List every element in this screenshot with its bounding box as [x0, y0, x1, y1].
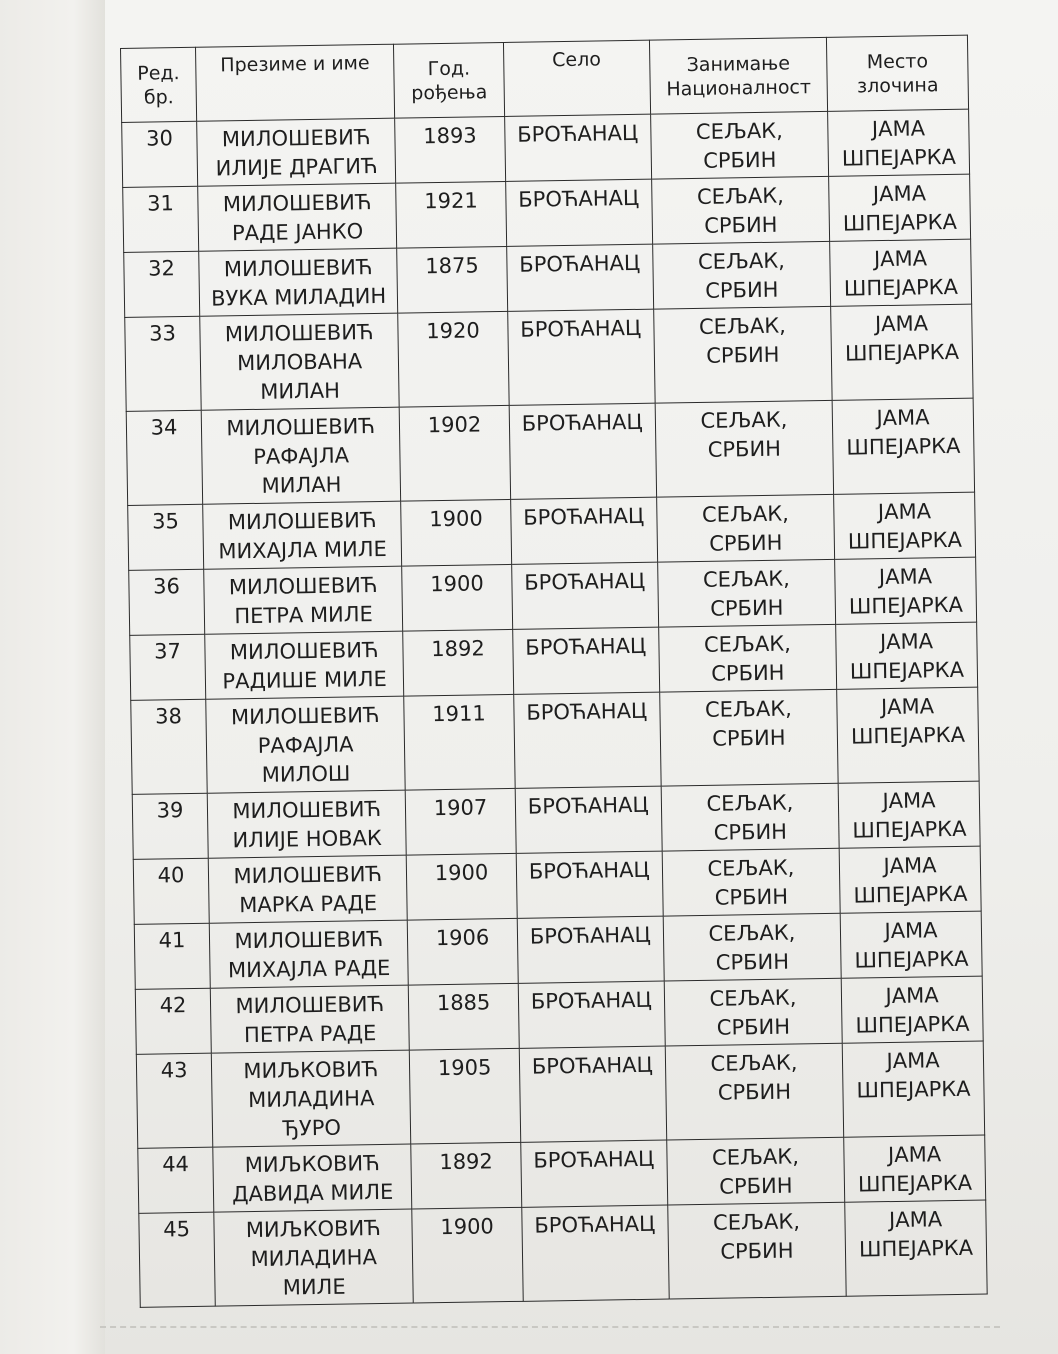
name-line: МИЛОШЕВИЋ [224, 320, 374, 347]
birth-year-cell [398, 311, 509, 407]
village-cell [516, 851, 663, 918]
name-line: ДАВИДА МИЛЕ [231, 1179, 394, 1207]
row-number: 39 [156, 798, 184, 823]
place-line: ШПЕЈАРКА [843, 274, 959, 301]
occupation-line: СРБИН [717, 1079, 792, 1105]
village: БРОЋАНАЦ [521, 409, 643, 436]
occupation-cell [664, 978, 842, 1046]
village-cell [509, 403, 656, 499]
row-number: 40 [157, 863, 185, 888]
name-cell [203, 501, 402, 569]
occupation-cell [661, 783, 839, 851]
table-row [131, 687, 979, 794]
birth-year-cell [397, 246, 508, 313]
row-number-cell [132, 793, 208, 859]
village: БРОЋАНАЦ [529, 922, 651, 949]
name-line: МИЛАДИНА [247, 1086, 375, 1113]
name-line: ИЛИЈЕ НОВАК [232, 825, 382, 853]
name-cell [197, 118, 396, 186]
row-number: 42 [159, 993, 187, 1018]
village: БРОЋАНАЦ [518, 185, 640, 212]
occupation-line: СРБИН [714, 884, 789, 910]
occupation-line: СРБИН [710, 595, 784, 621]
occupation-line: СЕЉАК, [695, 118, 783, 144]
birth-year-cell [405, 788, 516, 855]
village-cell [512, 627, 659, 694]
birth-year: 1905 [437, 1055, 492, 1081]
row-number-cell [139, 1212, 216, 1307]
table-header-row [121, 35, 969, 122]
occupation-line: СЕЉАК, [704, 696, 793, 722]
place-line: ЈАМА [883, 853, 937, 879]
occupation-line: СЕЉАК, [700, 407, 788, 433]
place-cell [828, 109, 970, 176]
row-number: 44 [162, 1152, 190, 1177]
name-cell [210, 985, 409, 1053]
row-number-cell [124, 251, 200, 317]
row-number: 43 [160, 1058, 188, 1083]
birth-year: 1900 [434, 860, 489, 886]
place-line: ШПЕЈАРКА [847, 527, 963, 554]
occupation-line: СЕЉАК, [709, 985, 797, 1011]
name-cell [213, 1144, 412, 1212]
name-line: МИЛОШЕВИЋ [223, 255, 373, 282]
row-number: 33 [148, 321, 177, 346]
occupation-line: СЕЉАК, [698, 313, 787, 339]
row-number-cell [122, 121, 198, 187]
occupation-line: СРБИН [712, 725, 786, 751]
name-cell [204, 566, 403, 634]
table-body [122, 109, 988, 1307]
birth-year: 1900 [440, 1214, 495, 1240]
occupation-line: СРБИН [713, 819, 788, 845]
place-cell [832, 398, 974, 494]
occupation-cell [658, 624, 836, 692]
village: БРОЋАНАЦ [524, 568, 646, 595]
name-line: МИЛОШЕВИЋ [229, 638, 379, 665]
victims-table [120, 35, 988, 1308]
place-cell [845, 1200, 987, 1296]
village-cell [511, 562, 658, 629]
previous-page-edge [0, 0, 105, 1354]
name-line: МИЛОШЕВИЋ [227, 508, 377, 535]
village-cell [519, 1046, 666, 1142]
name-line: ЂУРО [282, 1115, 342, 1141]
table-row [136, 1041, 984, 1148]
place-cell [830, 239, 972, 306]
row-number-cell [134, 923, 210, 989]
name-cell [208, 855, 407, 923]
row-number-cell [138, 1147, 214, 1213]
name-line: МИЉКОВИЋ [243, 1057, 379, 1084]
row-number-cell [135, 988, 211, 1054]
place-line: ШПЕЈАРКА [848, 592, 964, 619]
occupation-line: СРБИН [709, 530, 783, 556]
place-cell [840, 911, 982, 978]
place-line: ЈАМА [884, 918, 938, 944]
occupation-line: СРБИН [707, 436, 782, 462]
village: БРОЋАНАЦ [527, 792, 649, 819]
occupation-cell [656, 494, 834, 562]
occupation-line: СЕЉАК, [703, 631, 792, 657]
row-number: 45 [163, 1217, 191, 1242]
birth-year: 1875 [425, 253, 479, 279]
header-year-line-1: Год. [427, 57, 471, 80]
birth-year: 1907 [433, 795, 488, 821]
birth-year-cell [399, 405, 510, 501]
birth-year: 1921 [424, 188, 478, 214]
row-number: 41 [158, 928, 186, 953]
village-cell [517, 916, 664, 983]
place-line: ЈАМА [874, 311, 929, 337]
name-line: МИЉКОВИЋ [245, 1216, 381, 1243]
name-line: ВУКА МИЛАДИН [210, 283, 387, 311]
name-line: ПЕТРА МИЛЕ [234, 602, 374, 629]
occupation-cell [662, 848, 840, 916]
name-cell [205, 631, 404, 699]
row-number-cell [130, 634, 206, 700]
name-line: РАФАЈЛА [253, 443, 350, 469]
place-line: ШПЕЈАРКА [855, 1011, 970, 1038]
place-line: ЈАМА [871, 116, 926, 142]
row-number: 31 [146, 191, 175, 216]
birth-year-cell [411, 1142, 522, 1209]
name-line: МИЛОШЕВИЋ [233, 861, 383, 889]
name-line: МИХАЈЛА МИЛЕ [218, 536, 388, 564]
name-cell [211, 1050, 411, 1147]
place-cell [834, 492, 976, 559]
header-village [503, 40, 650, 116]
row-number-cell [123, 186, 199, 252]
name-line: МИЛАН [260, 378, 341, 404]
name-line: МИЛЕ [282, 1274, 346, 1300]
name-line: МИЛОШЕВИЋ [222, 190, 372, 217]
birth-year-cell [404, 694, 515, 790]
occupation-line: СРБИН [720, 1238, 794, 1264]
village-cell [505, 179, 652, 246]
name-cell [214, 1209, 414, 1306]
name-line: МИЛОШЕВИЋ [221, 125, 371, 152]
occupation-line: СЕЉАК, [697, 248, 786, 274]
name-line: МАРКА РАДЕ [239, 891, 378, 918]
header-name [196, 44, 395, 121]
birth-year: 1920 [426, 318, 480, 344]
place-line: ЈАМА [882, 788, 936, 814]
village: БРОЋАНАЦ [525, 633, 647, 660]
place-line: ЈАМА [877, 499, 932, 525]
occupation-cell [652, 241, 830, 309]
place-line: ЈАМА [876, 405, 930, 431]
name-cell [199, 248, 398, 316]
birth-year: 1900 [429, 506, 483, 532]
occupation-line: СРБИН [704, 212, 778, 238]
occupation-cell [653, 306, 832, 403]
occupation-cell [663, 913, 841, 981]
place-line: ШПЕЈАРКА [856, 1076, 971, 1103]
village: БРОЋАНАЦ [517, 120, 639, 147]
name-line: МИЉКОВИЋ [244, 1151, 380, 1178]
place-cell [837, 687, 979, 783]
birth-year: 1902 [427, 412, 482, 438]
place-line: ЈАМА [888, 1207, 943, 1233]
name-line: МИЛОШ [261, 761, 351, 787]
header-number-line-2: бр. [143, 85, 174, 109]
name-cell [206, 696, 406, 793]
row-number: 35 [151, 509, 180, 534]
village: БРОЋАНАЦ [531, 1052, 654, 1079]
header-occupation-line-2: Националност [666, 75, 812, 100]
place-line: ЈАМА [872, 181, 927, 207]
village-cell [506, 244, 653, 311]
row-number-cell [128, 504, 204, 570]
header-place-line-2: злочина [856, 73, 939, 97]
village-cell [513, 692, 660, 788]
place-cell [836, 622, 978, 689]
row-number: 38 [154, 704, 183, 729]
occupation-cell [651, 176, 829, 244]
name-cell [201, 407, 401, 504]
row-number: 37 [153, 639, 182, 664]
birth-year: 1906 [435, 925, 490, 951]
occupation-line: СЕЉАК, [702, 566, 791, 592]
header-place [827, 35, 969, 111]
header-village-line-1: Село [552, 48, 602, 72]
occupation-line: СРБИН [703, 147, 777, 173]
row-number-cell [126, 410, 203, 505]
village: БРОЋАНАЦ [534, 1211, 656, 1238]
birth-year-cell [396, 181, 507, 248]
place-line: ШПЕЈАРКА [857, 1170, 973, 1197]
place-cell [835, 557, 977, 624]
table-row [125, 304, 973, 411]
header-number [121, 47, 197, 122]
occupation-line: СЕЉАК, [696, 183, 784, 209]
name-line: ИЛИЈЕ ДРАГИЋ [215, 153, 378, 181]
place-cell [844, 1135, 986, 1202]
place-line: ШПЕЈАРКА [858, 1235, 974, 1262]
name-line: МИЛАН [261, 472, 342, 498]
row-number-cell [129, 569, 205, 635]
occupation-line: СЕЉАК, [708, 920, 796, 946]
name-cell [209, 920, 408, 988]
birth-year: 1892 [439, 1149, 493, 1175]
place-line: ЈАМА [880, 694, 935, 720]
village-cell [518, 981, 665, 1048]
village: БРОЋАНАЦ [528, 857, 650, 884]
row-number-cell [125, 316, 202, 411]
occupation-line: СЕЉАК, [706, 790, 794, 816]
header-place-line-1: Место [866, 49, 929, 73]
birth-year-cell [406, 853, 517, 920]
name-line: ПЕТРА РАДЕ [243, 1021, 377, 1048]
place-line: ШПЕЈАРКА [854, 946, 969, 973]
name-line: МИХАЈЛА РАДЕ [227, 955, 391, 983]
header-occupation [649, 37, 827, 114]
birth-year: 1885 [436, 990, 491, 1016]
place-line: ЈАМА [885, 983, 939, 1009]
birth-year-cell [395, 116, 506, 183]
occupation-line: СЕЉАК, [712, 1209, 801, 1235]
header-year-line-2: рођења [411, 80, 488, 104]
village-cell [522, 1205, 669, 1301]
place-line: ШПЕЈАРКА [850, 722, 966, 749]
name-line: МИЛОШЕВИЋ [235, 991, 385, 1019]
birth-year-cell [412, 1207, 523, 1303]
name-line: МИЛОШЕВИЋ [232, 796, 382, 824]
village: БРОЋАНАЦ [520, 315, 642, 342]
occupation-cell [650, 111, 828, 179]
occupation-line: СЕЉАК, [710, 1050, 798, 1076]
place-line: ШПЕЈАРКА [853, 881, 968, 908]
occupation-line: СРБИН [716, 1014, 791, 1040]
place-line: ЈАМА [873, 246, 928, 272]
occupation-line: СЕЉАК, [711, 1144, 800, 1170]
village: БРОЋАНАЦ [533, 1146, 655, 1173]
occupation-line: СРБИН [705, 277, 779, 303]
place-cell [839, 846, 981, 913]
name-line: РАФАЈЛА [257, 732, 354, 758]
row-number-cell [136, 1053, 213, 1148]
occupation-line: СЕЉАК, [707, 855, 795, 881]
name-line: МИЛАДИНА [250, 1245, 378, 1272]
place-line: ЈАМА [887, 1142, 942, 1168]
place-cell [829, 174, 971, 241]
place-line: ШПЕЈАРКА [841, 144, 957, 171]
name-line: МИЛОШЕВИЋ [228, 573, 378, 600]
village: БРОЋАНАЦ [530, 987, 652, 1014]
header-number-line-1: Ред. [137, 61, 180, 85]
occupation-line: СРБИН [719, 1173, 793, 1199]
header-occupation-line-1: Занимање [686, 51, 791, 76]
header-year [394, 42, 505, 118]
village: БРОЋАНАЦ [519, 250, 641, 277]
place-cell [842, 1041, 984, 1137]
place-line: ЈАМА [886, 1048, 940, 1074]
place-line: ШПЕЈАРКА [852, 816, 967, 843]
place-line: ЈАМА [879, 629, 934, 655]
place-cell [841, 976, 983, 1043]
row-number-cell [131, 699, 208, 794]
occupation-cell [668, 1202, 847, 1299]
birth-year-cell [410, 1048, 521, 1144]
place-cell [831, 304, 973, 400]
name-line: МИЛОШЕВИЋ [234, 926, 384, 954]
name-line: РАДИШЕ МИЛЕ [222, 666, 388, 694]
village-cell [515, 786, 662, 853]
name-cell [200, 313, 400, 410]
occupation-line: СРБИН [706, 342, 780, 368]
occupation-cell [655, 400, 834, 497]
row-number: 36 [152, 574, 181, 599]
victims-table-container [120, 35, 987, 1300]
occupation-line: СРБИН [711, 660, 785, 686]
village-cell [504, 114, 651, 181]
birth-year-cell [403, 629, 514, 696]
row-number: 34 [150, 415, 178, 440]
name-line: МИЛОШЕВИЋ [226, 414, 376, 441]
birth-year-cell [408, 918, 519, 985]
birth-year: 1892 [431, 636, 485, 662]
row-number: 32 [147, 256, 176, 281]
birth-year-cell [402, 564, 513, 631]
page-bottom-edge [100, 1326, 1000, 1328]
place-line: ШПЕЈАРКА [842, 209, 958, 236]
name-line: РАДЕ ЈАНКО [231, 219, 364, 246]
village-cell [507, 309, 654, 405]
place-cell [838, 781, 980, 848]
birth-year: 1911 [432, 701, 486, 727]
occupation-line: СРБИН [715, 949, 790, 975]
place-line: ШПЕЈАРКА [844, 339, 960, 366]
name-cell [207, 790, 406, 858]
village: БРОЋАНАЦ [526, 698, 648, 725]
place-line: ЈАМА [878, 564, 933, 590]
name-line: МИЛОВАНА [236, 349, 363, 376]
row-number-cell [133, 858, 209, 924]
table-row [139, 1200, 987, 1307]
name-line: МИЛОШЕВИЋ [230, 703, 380, 730]
row-number: 30 [145, 126, 174, 151]
birth-year: 1900 [430, 571, 484, 597]
occupation-cell [657, 559, 835, 627]
name-cell [198, 183, 397, 251]
table-row [126, 398, 974, 505]
occupation-line: СЕЉАК, [701, 501, 789, 527]
village-cell [521, 1140, 668, 1207]
birth-year-cell [401, 499, 512, 566]
village-cell [510, 497, 657, 564]
village: БРОЋАНАЦ [523, 503, 645, 530]
occupation-cell [667, 1137, 845, 1205]
birth-year-cell [409, 983, 520, 1050]
place-line: ШПЕЈАРКА [849, 657, 965, 684]
place-line: ШПЕЈАРКА [846, 433, 961, 460]
birth-year: 1893 [423, 123, 477, 149]
header-name-line-1: Презиме и име [220, 52, 370, 77]
occupation-cell [665, 1043, 844, 1140]
occupation-cell [660, 689, 839, 786]
